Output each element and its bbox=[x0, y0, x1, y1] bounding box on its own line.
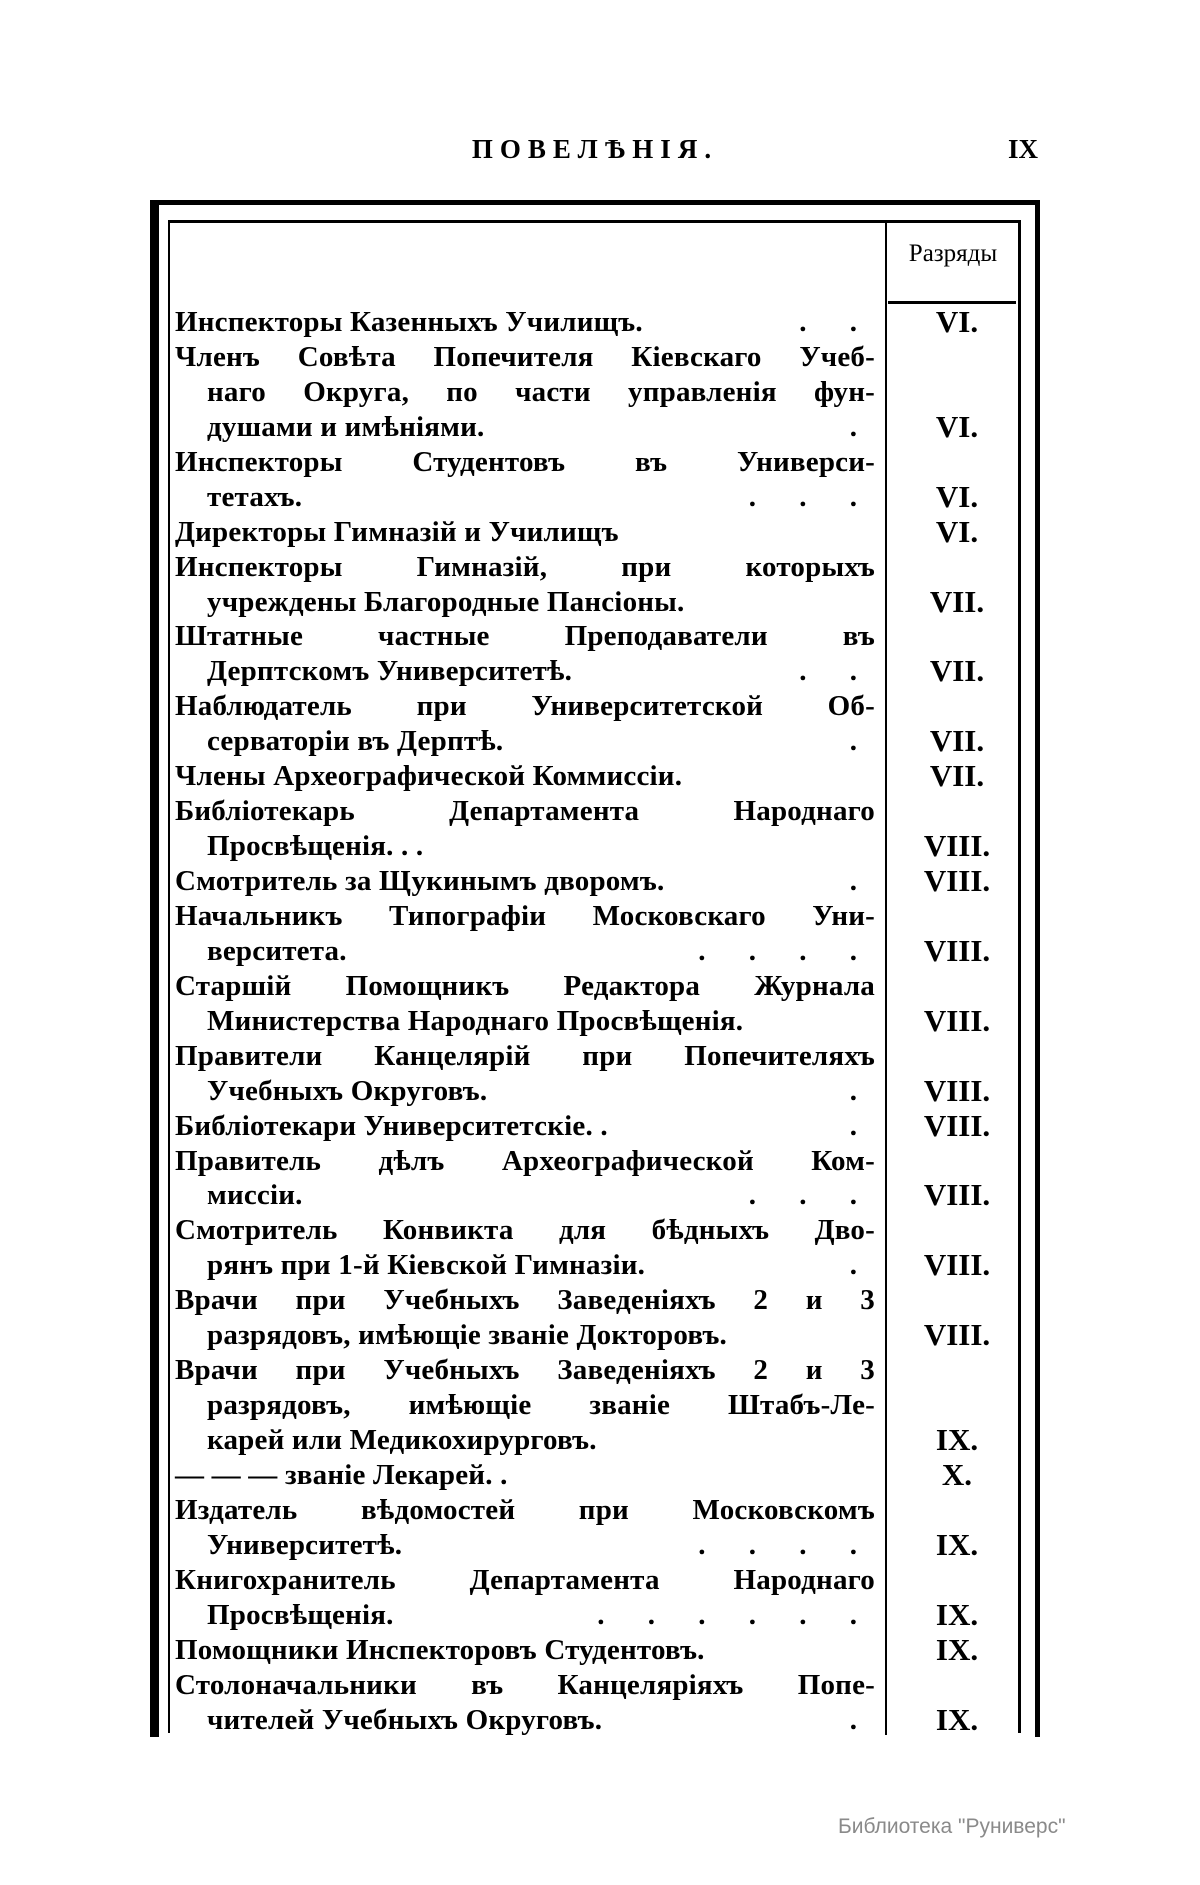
table-line bbox=[175, 409, 1195, 444]
position-title-text: Инспекторы Гимназій, при которыхъ bbox=[175, 550, 875, 583]
table-entry bbox=[175, 1282, 1195, 1352]
dot-leader: . . bbox=[799, 306, 875, 338]
table-line bbox=[175, 1073, 1195, 1108]
dot-leader: . bbox=[849, 865, 875, 897]
page-number: IX bbox=[1008, 134, 1039, 164]
position-title-text: разрядовъ, имѣющіе званіе Штабъ-Ле- bbox=[207, 1389, 875, 1422]
table-line bbox=[175, 1352, 1195, 1387]
rank-value: VI. bbox=[935, 408, 979, 444]
table-line bbox=[175, 968, 1195, 1003]
rank-value: VIII. bbox=[923, 1317, 991, 1353]
position-title-text: Помощники Инспекторовъ Студентовъ. bbox=[175, 1633, 705, 1666]
rank-value: VII. bbox=[929, 758, 985, 794]
table-body bbox=[175, 304, 1195, 1736]
dot-leader: . . . . . . bbox=[597, 1598, 875, 1631]
dot-leader: . . . . bbox=[698, 934, 875, 967]
table-line bbox=[175, 723, 1195, 758]
table-entry bbox=[175, 549, 1195, 619]
table-entry bbox=[175, 1143, 1195, 1213]
rank-value: IX. bbox=[935, 1526, 979, 1562]
position-title-text: Издатель вѣдомостей при Московскомъ bbox=[175, 1493, 875, 1526]
position-title-text: Университетѣ. bbox=[207, 1528, 403, 1561]
table-entry bbox=[175, 618, 1195, 688]
dot-leader: . bbox=[849, 1109, 875, 1142]
table-line bbox=[175, 863, 1195, 898]
position-title-text: чителей Учебныхъ Округовъ. bbox=[207, 1703, 603, 1736]
position-title-text: Врачи при Учебныхъ Заведеніяхъ 2 и 3 bbox=[175, 1284, 875, 1317]
position-title-text: верситета. bbox=[207, 934, 347, 967]
rank-value: VIII. bbox=[923, 1072, 991, 1108]
rank-value: VII. bbox=[929, 583, 985, 619]
position-title-text: Начальникъ Типографіи Московскаго Уни- bbox=[175, 899, 875, 932]
table-line bbox=[175, 1143, 1195, 1178]
dot-leader: . bbox=[849, 1703, 875, 1736]
table-line bbox=[175, 1562, 1195, 1597]
table-line bbox=[175, 1422, 1195, 1457]
table-line bbox=[175, 514, 1195, 549]
dot-leader: . . . bbox=[748, 1179, 875, 1212]
position-title-text: Учебныхъ Округовъ. bbox=[207, 1074, 488, 1107]
table-line bbox=[175, 1317, 1195, 1352]
position-title-text: Врачи при Учебныхъ Заведеніяхъ 2 и 3 bbox=[175, 1354, 875, 1387]
dot-leader: . bbox=[849, 725, 875, 758]
position-title-text: Членъ Совѣта Попечителя Кіевскаго Учеб- bbox=[175, 340, 875, 373]
position-title-text: Правители Канцелярій при Попечителяхъ bbox=[175, 1039, 875, 1072]
rank-value: VII. bbox=[929, 653, 985, 689]
table-entry bbox=[175, 793, 1195, 863]
table-line bbox=[175, 1632, 1195, 1667]
table-entry bbox=[175, 1108, 1195, 1143]
position-title-text: Дерптскомъ Университетѣ. bbox=[207, 655, 573, 688]
position-title-text: Смотритель Конвикта для бѣдныхъ Дво- bbox=[175, 1214, 875, 1247]
position-title-text: Столоначальники въ Канцеляріяхъ Попе- bbox=[175, 1668, 875, 1701]
rank-value: VIII. bbox=[923, 1107, 991, 1143]
position-title-text: — — — званіе Лекарей. . bbox=[175, 1458, 508, 1491]
position-title-text: Инспекторы Казенныхъ Училищъ. bbox=[175, 306, 643, 338]
dot-leader: . . . bbox=[748, 480, 875, 513]
table-entry bbox=[175, 1562, 1195, 1632]
table-line bbox=[175, 1492, 1195, 1527]
position-title-text: Библіотекари Университетскіе. . bbox=[175, 1109, 608, 1142]
table-line bbox=[175, 584, 1195, 619]
position-title-text: разрядовъ, имѣющіе званіе Докторовъ. bbox=[207, 1319, 728, 1352]
position-title-text: Директоры Гимназій и Училищъ bbox=[175, 515, 619, 548]
page-title: ПОВЕЛѢНІЯ. bbox=[471, 134, 719, 164]
position-title-text: душами и имѣніями. bbox=[207, 410, 485, 443]
table-line bbox=[175, 1527, 1195, 1562]
rank-value: VI. bbox=[935, 513, 979, 549]
table-entry bbox=[175, 968, 1195, 1038]
table-line bbox=[175, 1177, 1195, 1212]
position-title-text: наго Округа, по части управленія фун- bbox=[207, 375, 875, 408]
position-title-text: Министерства Народнаго Просвѣщенія. bbox=[207, 1004, 744, 1037]
table-line bbox=[175, 618, 1195, 653]
rank-value: X. bbox=[941, 1456, 973, 1492]
table-line bbox=[175, 898, 1195, 933]
table-line bbox=[175, 374, 1195, 409]
table-entry bbox=[175, 444, 1195, 514]
position-title-text: Просвѣщенія. bbox=[207, 1598, 394, 1631]
dot-leader: . . . . bbox=[698, 1528, 875, 1561]
rank-value: VI. bbox=[935, 304, 979, 339]
rank-value: VIII. bbox=[923, 863, 991, 898]
table-line bbox=[175, 1667, 1195, 1702]
position-title-text: Просвѣщенія. . . bbox=[207, 830, 424, 863]
table-line bbox=[175, 1282, 1195, 1317]
table-entry bbox=[175, 1667, 1195, 1737]
rank-value: VIII. bbox=[923, 828, 991, 864]
table-line bbox=[175, 793, 1195, 828]
rank-value: VIII. bbox=[923, 1002, 991, 1038]
position-title-text: Инспекторы Студентовъ въ Универси- bbox=[175, 445, 875, 478]
position-title-text: Наблюдатель при Университетской Об- bbox=[175, 690, 875, 723]
rank-value: VIII. bbox=[923, 932, 991, 968]
dot-leader: . bbox=[849, 1074, 875, 1107]
table-entry bbox=[175, 1038, 1195, 1108]
position-title-text: Библіотекарь Департамента Народнаго bbox=[175, 795, 875, 828]
table-entry bbox=[175, 863, 1195, 898]
library-watermark: Библиотека "Руниверс" bbox=[838, 1815, 1066, 1838]
rank-value: VII. bbox=[929, 723, 985, 759]
position-title-text: Члены Археографической Коммиссіи. bbox=[175, 760, 683, 793]
rank-value: IX. bbox=[935, 1701, 979, 1737]
position-title-text: Штатные частные Преподаватели въ bbox=[175, 620, 875, 653]
table-line bbox=[175, 479, 1195, 514]
position-title-text: серваторіи въ Дерптѣ. bbox=[207, 725, 504, 758]
position-title-text: Старшій Помощникъ Редактора Журнала bbox=[175, 969, 875, 1002]
table-entry bbox=[175, 758, 1195, 793]
position-title-text: Смотритель за Щукинымъ дворомъ. bbox=[175, 865, 665, 897]
table-line bbox=[175, 1108, 1195, 1143]
table-line bbox=[175, 1702, 1195, 1737]
table-entry bbox=[175, 1457, 1195, 1492]
dot-leader: . . bbox=[799, 655, 875, 688]
table-entry bbox=[175, 898, 1195, 968]
table-line bbox=[175, 653, 1195, 688]
rank-value: VIII. bbox=[923, 1247, 991, 1283]
rank-value: IX. bbox=[935, 1631, 979, 1667]
table-line bbox=[175, 1457, 1195, 1492]
table-line bbox=[175, 1247, 1195, 1282]
table-line bbox=[175, 758, 1195, 793]
table-line bbox=[175, 1212, 1195, 1247]
table-line bbox=[175, 339, 1195, 374]
table-entry bbox=[175, 1352, 1195, 1457]
position-title-text: учреждены Благородные Пансіоны. bbox=[207, 585, 685, 618]
rank-value: IX. bbox=[935, 1596, 979, 1632]
table-line bbox=[175, 1038, 1195, 1073]
table-entry bbox=[175, 1632, 1195, 1667]
table-entry bbox=[175, 339, 1195, 444]
table-line bbox=[175, 1387, 1195, 1422]
table-line bbox=[175, 1597, 1195, 1632]
table-line bbox=[175, 933, 1195, 968]
position-title-text: тетахъ. bbox=[207, 480, 303, 513]
table-entry bbox=[175, 514, 1195, 549]
table-line bbox=[175, 444, 1195, 479]
table-entry bbox=[175, 1492, 1195, 1562]
table-line bbox=[175, 688, 1195, 723]
dot-leader: . bbox=[849, 1249, 875, 1282]
position-title-text: Правитель дѣлъ Археографической Ком- bbox=[175, 1144, 875, 1177]
position-title-text: рянъ при 1-й Кіевской Гимназіи. bbox=[207, 1249, 646, 1282]
rank-value: VIII. bbox=[923, 1177, 991, 1213]
column-header-ranks: Разряды bbox=[908, 240, 998, 267]
table-line bbox=[175, 828, 1195, 863]
table-entry bbox=[175, 1212, 1195, 1282]
table-line bbox=[175, 1003, 1195, 1038]
position-title-text: миссіи. bbox=[207, 1179, 303, 1212]
rank-value: VI. bbox=[935, 478, 979, 514]
dot-leader: . bbox=[849, 410, 875, 443]
rank-value: IX. bbox=[935, 1422, 979, 1457]
table-entry bbox=[175, 304, 1195, 339]
table-line bbox=[175, 304, 1195, 339]
table-entry bbox=[175, 688, 1195, 758]
position-title-text: карей или Медикохирурговъ. bbox=[207, 1424, 597, 1456]
table-line bbox=[175, 549, 1195, 584]
position-title-text: Книгохранитель Департамента Народнаго bbox=[175, 1563, 875, 1596]
